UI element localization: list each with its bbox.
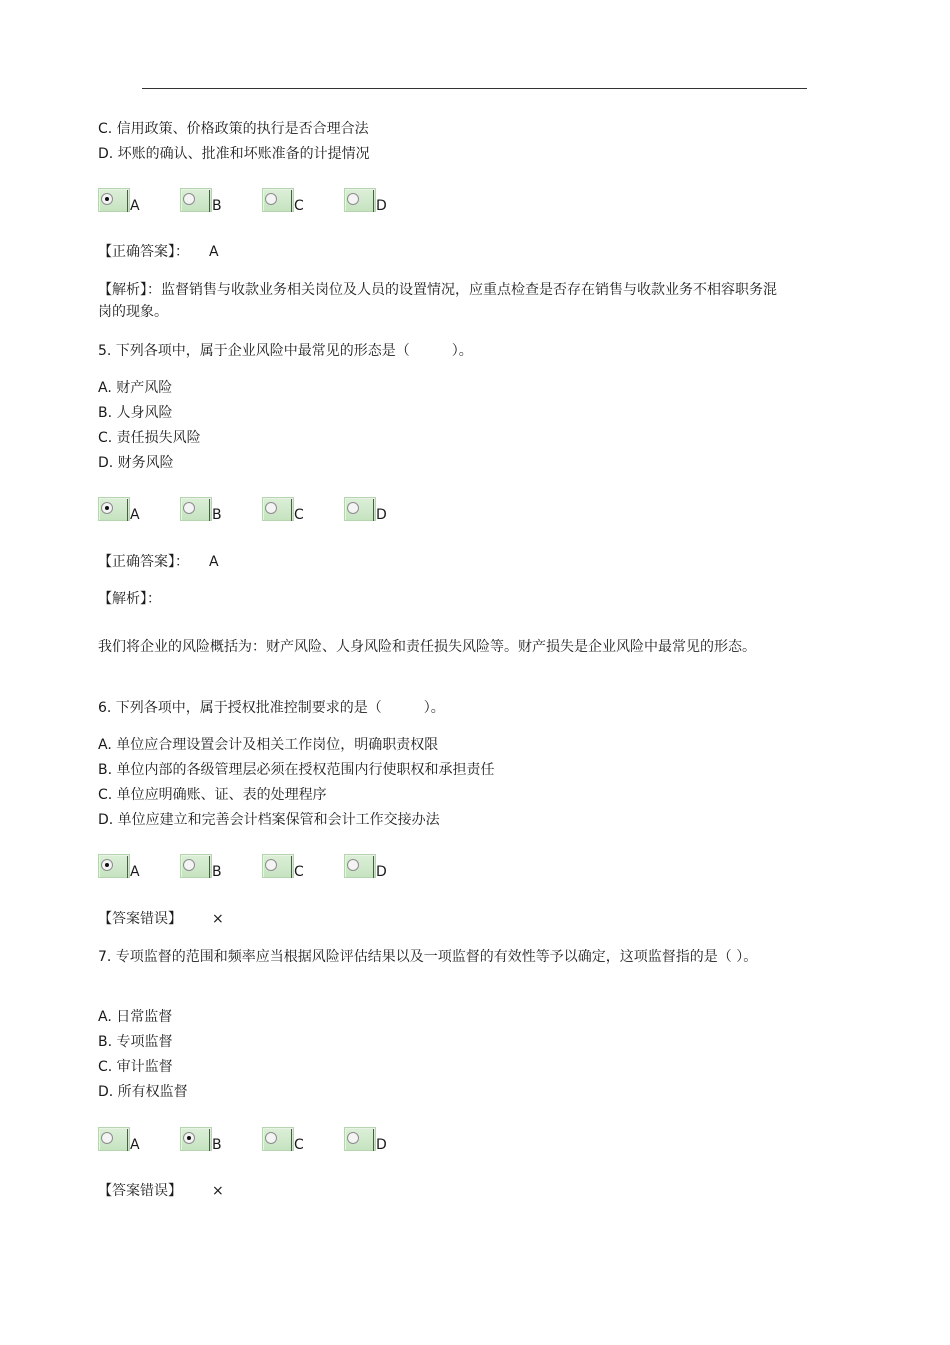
- q7-radio-b[interactable]: B: [180, 1127, 214, 1153]
- q5-option-d: D. 财务风险: [98, 455, 174, 471]
- q7-option-c: C. 审计监督: [98, 1059, 173, 1075]
- q5-option-b: B. 人身风险: [98, 405, 173, 421]
- wrong-mark-icon: ×: [212, 1183, 224, 1199]
- q5-option-a: A. 财产风险: [98, 380, 173, 396]
- q5-question: 5. 下列各项中，属于企业风险中最常见的形态是（ ）。: [98, 343, 473, 359]
- q7-result: 【答案错误】 ×: [98, 1183, 224, 1199]
- q6-radio-c[interactable]: C: [262, 854, 296, 880]
- q7-option-d: D. 所有权监督: [98, 1084, 188, 1100]
- q6-radio-a[interactable]: A: [98, 854, 132, 880]
- q4-analysis: 【解析】：监督销售与收款业务相关岗位及人员的设置情况，应重点检查是否存在销售与收款业务不相容职务混岗的现象。: [98, 282, 777, 320]
- q7-option-b: B. 专项监督: [98, 1034, 173, 1050]
- q4-radio-d[interactable]: D: [344, 188, 378, 214]
- radio-empty-icon: [101, 1132, 113, 1144]
- q7-question: 7. 专项监督的范围和频率应当根据风险评估结果以及一项监督的有效性等予以确定，这项监督指的是（ ）。: [98, 949, 758, 965]
- wrong-mark-icon: ×: [212, 911, 224, 927]
- q6-option-c: C. 单位应明确账、证、表的处理程序: [98, 787, 327, 803]
- q5-analysis-label: 【解析】：: [98, 591, 161, 607]
- q7-radio-group: [98, 1127, 418, 1155]
- q7-radio-a[interactable]: A: [98, 1127, 132, 1153]
- radio-empty-icon: [347, 193, 359, 205]
- q6-option-a: A. 单位应合理设置会计及相关工作岗位，明确职责权限: [98, 737, 439, 753]
- q4-radio-c[interactable]: C: [262, 188, 296, 214]
- q4-answer: 【正确答案】： A: [98, 244, 219, 260]
- q7-option-a: A. 日常监督: [98, 1009, 173, 1025]
- q5-radio-c[interactable]: C: [262, 497, 296, 523]
- q5-option-c: C. 责任损失风险: [98, 430, 201, 446]
- radio-selected-icon: [101, 193, 113, 205]
- radio-empty-icon: [183, 193, 195, 205]
- q5-radio-b[interactable]: B: [180, 497, 214, 523]
- radio-empty-icon: [265, 1132, 277, 1144]
- q6-option-d: D. 单位应建立和完善会计档案保管和会计工作交接办法: [98, 812, 440, 828]
- radio-empty-icon: [265, 859, 277, 871]
- radio-selected-icon: [101, 859, 113, 871]
- q5-answer: 【正确答案】： A: [98, 554, 219, 570]
- q6-radio-d[interactable]: D: [344, 854, 378, 880]
- radio-empty-icon: [183, 859, 195, 871]
- radio-empty-icon: [347, 859, 359, 871]
- q4-option-d: D. 坏账的确认、批准和坏账准备的计提情况: [98, 146, 370, 162]
- q5-analysis: 我们将企业的风险概括为：财产风险、人身风险和责任损失风险等。财产损失是企业风险中最常见的形态。: [98, 639, 756, 655]
- radio-empty-icon: [265, 502, 277, 514]
- q4-radio-a[interactable]: A: [98, 188, 132, 214]
- q6-question: 6. 下列各项中，属于授权批准控制要求的是（ ）。: [98, 700, 445, 716]
- q6-option-b: B. 单位内部的各级管理层必须在授权范围内行使职权和承担责任: [98, 762, 495, 778]
- radio-selected-icon: [101, 502, 113, 514]
- q5-radio-group: [98, 497, 418, 525]
- radio-empty-icon: [265, 193, 277, 205]
- q7-radio-d[interactable]: D: [344, 1127, 378, 1153]
- q4-option-c: C. 信用政策、价格政策的执行是否合理合法: [98, 121, 369, 137]
- radio-empty-icon: [183, 502, 195, 514]
- radio-empty-icon: [347, 1132, 359, 1144]
- q5-radio-a[interactable]: A: [98, 497, 132, 523]
- header-rule: [142, 88, 807, 89]
- q6-radio-group: [98, 854, 418, 882]
- radio-selected-icon: [183, 1132, 195, 1144]
- q6-result: 【答案错误】 ×: [98, 911, 224, 927]
- q4-radio-group: [98, 188, 418, 216]
- q5-radio-d[interactable]: D: [344, 497, 378, 523]
- q7-radio-c[interactable]: C: [262, 1127, 296, 1153]
- q6-radio-b[interactable]: B: [180, 854, 214, 880]
- radio-empty-icon: [347, 502, 359, 514]
- q4-radio-b[interactable]: B: [180, 188, 214, 214]
